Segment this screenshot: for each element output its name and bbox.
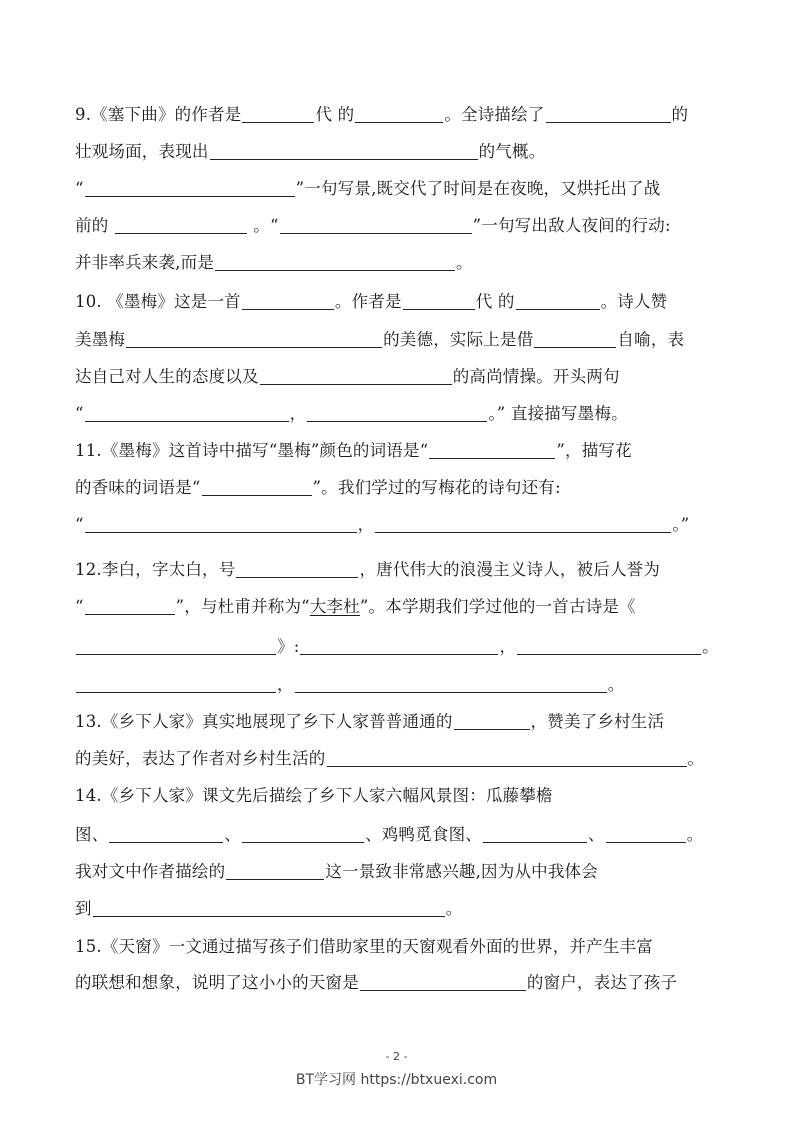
q14-line-3 <box>75 857 725 887</box>
blank-virtue[interactable] <box>126 329 382 348</box>
text: ， <box>499 637 517 656</box>
blank-scene-6[interactable] <box>606 824 686 843</box>
text: 代 的 <box>315 105 355 124</box>
blank-favorite-scene[interactable] <box>226 861 324 880</box>
blank-verse-4[interactable] <box>295 674 607 693</box>
q12-line-4 <box>75 670 725 700</box>
q13-line-2 <box>75 744 725 774</box>
blank-retreat[interactable] <box>215 252 455 271</box>
text: ，赞美了乡村生活 <box>530 712 665 731</box>
text: 美墨梅 <box>75 330 126 349</box>
text: 13.《乡下人家》真实地展现了乡下人家普普通通的 <box>75 712 453 731</box>
q10-line-4 <box>75 399 725 429</box>
text: 。 <box>702 637 719 656</box>
text: 到 <box>75 899 92 918</box>
blank-verse-1[interactable] <box>85 403 289 422</box>
page-number: - 2 - <box>385 1050 408 1063</box>
text: 的联想和想象，说明了这小小的天窗是 <box>75 973 359 992</box>
q12-line-1 <box>75 555 725 585</box>
text: 的高尚情操。开头两句 <box>452 367 620 386</box>
text: “ <box>75 515 84 534</box>
blank-insight[interactable] <box>93 898 445 917</box>
blank-spirit[interactable] <box>210 141 478 160</box>
blank-plum-verse-2[interactable] <box>375 514 671 533</box>
text: 代 的 <box>475 292 515 311</box>
underlined-text: 大李杜 <box>309 597 360 616</box>
blank-fragrance-word[interactable] <box>202 477 312 496</box>
q9-line-3 <box>75 174 725 204</box>
blank-scene-2[interactable] <box>109 824 223 843</box>
q12-line-3 <box>75 632 725 662</box>
text: 。 <box>686 825 704 844</box>
blank-honorific[interactable] <box>85 596 175 615</box>
text: ”。我们学过的写梅花的诗句还有: <box>312 478 561 497</box>
text: 这一景致非常感兴趣,因为从中我体会 <box>325 862 598 881</box>
text: 的气概。 <box>478 142 546 161</box>
blank-color-word[interactable] <box>429 440 555 459</box>
text: 的美德，实际上是借 <box>383 330 534 349</box>
text: 的美好，表达了作者对乡村生活的 <box>75 749 326 768</box>
q11-line-2 <box>75 473 725 503</box>
q13-line-1 <box>75 707 725 737</box>
text: 自喻，表 <box>617 330 685 349</box>
blank-plum-verse-1[interactable] <box>85 514 357 533</box>
text: 壮观场面，表现出 <box>75 142 209 161</box>
blank-atmosphere[interactable] <box>115 215 247 234</box>
text: 。 <box>607 675 625 694</box>
blank-metaphor[interactable] <box>534 329 616 348</box>
blank-author[interactable] <box>355 104 443 123</box>
blank-scene[interactable] <box>546 104 671 123</box>
text: 。全诗描绘了 <box>444 105 545 124</box>
blank-verse-1[interactable] <box>300 636 498 655</box>
text: 。诗人赞 <box>600 292 668 311</box>
blank-verse-action[interactable] <box>280 215 472 234</box>
text: 。 <box>456 253 473 272</box>
text: “ <box>75 179 84 198</box>
text: 达自己对人生的态度以及 <box>75 367 259 386</box>
blank-scene-3[interactable] <box>242 824 364 843</box>
blank-poem-title[interactable] <box>76 636 276 655</box>
text: 。作者是 <box>334 292 402 311</box>
q14-line-4 <box>75 894 725 924</box>
text: 11.《墨梅》这首诗中描写“墨梅”颜色的词语是“ <box>75 441 429 460</box>
text: “ <box>75 597 84 616</box>
text: 。 <box>687 749 705 768</box>
text: 的香味的词语是“ <box>75 478 201 497</box>
text: ”，与杜甫并称为“ <box>175 597 310 616</box>
blank-verse-2[interactable] <box>517 636 701 655</box>
text: 。“ <box>247 216 279 235</box>
q11-line-3 <box>75 510 725 540</box>
text: ， <box>289 404 307 423</box>
blank-dynasty[interactable] <box>242 104 314 123</box>
text: 。 <box>445 899 463 918</box>
text: 12.李白，字太白，号 <box>75 560 236 579</box>
text: 9.《塞下曲》的作者是 <box>75 105 242 124</box>
blank-verse-3[interactable] <box>76 674 276 693</box>
text: 15.《天窗》一文通过描写孩子们借助家里的天窗观看外面的世界，并产生丰富 <box>75 937 653 956</box>
text: “ <box>75 404 84 423</box>
text: ”，描写花 <box>556 441 632 460</box>
blank-sentiment[interactable] <box>260 366 452 385</box>
text: 。” <box>672 515 690 534</box>
blank-dynasty[interactable] <box>403 291 475 310</box>
blank-feeling[interactable] <box>327 748 687 767</box>
q14-line-1 <box>75 781 725 811</box>
q10-line-2 <box>75 325 725 355</box>
text: 并非率兵来袭,而是 <box>75 253 215 272</box>
text: 前的 <box>75 216 114 235</box>
text: ”一句写出敌人夜间的行动: <box>472 216 671 235</box>
q15-line-2 <box>75 968 725 998</box>
text: ”。本学期我们学过他的一首古诗是《 <box>359 597 636 616</box>
blank-scene-5[interactable] <box>483 824 587 843</box>
text: 。” 直接描写墨梅。 <box>488 404 628 423</box>
text: 、鸡鸭觅食图、 <box>365 825 483 844</box>
text: 的 <box>671 105 689 124</box>
text: 我对文中作者描绘的 <box>75 862 226 881</box>
q11-line-1 <box>75 436 725 466</box>
blank-verse-2[interactable] <box>307 403 487 422</box>
q10-line-1 <box>75 287 725 317</box>
q9-line-5 <box>75 248 725 278</box>
q15-line-1 <box>75 932 725 962</box>
blank-author[interactable] <box>516 291 600 310</box>
blank-pen-name[interactable] <box>236 559 358 578</box>
q14-line-2 <box>75 820 725 850</box>
text: ，唐代伟大的浪漫主义诗人，被后人誉为 <box>359 560 661 579</box>
text: 》: <box>277 637 300 656</box>
text: 、 <box>224 825 242 844</box>
q12-line-2 <box>75 592 725 622</box>
text: 图、 <box>75 825 109 844</box>
text: 、 <box>588 825 605 844</box>
text: 的窗户，表达了孩子 <box>526 973 678 992</box>
blank-window-meaning[interactable] <box>360 972 526 991</box>
q9-line-1 <box>75 100 725 130</box>
blank-life[interactable] <box>454 711 530 730</box>
blank-verse-scene[interactable] <box>85 178 295 197</box>
text: 14.《乡下人家》课文先后描绘了乡下人家六幅风景图：瓜藤攀檐 <box>75 786 553 805</box>
site-watermark: BT学习网 https://btxuexi.com <box>295 1072 498 1088</box>
text: ”一句写景,既交代了时间是在夜晚，又烘托出了战 <box>295 179 661 198</box>
blank-poem-type[interactable] <box>242 291 334 310</box>
q9-line-4 <box>75 211 725 241</box>
q10-line-3 <box>75 362 725 392</box>
q9-line-2 <box>75 137 725 167</box>
text: 10. 《墨梅》这是一首 <box>75 292 241 311</box>
text: ， <box>357 515 375 534</box>
text: ， <box>277 675 294 694</box>
